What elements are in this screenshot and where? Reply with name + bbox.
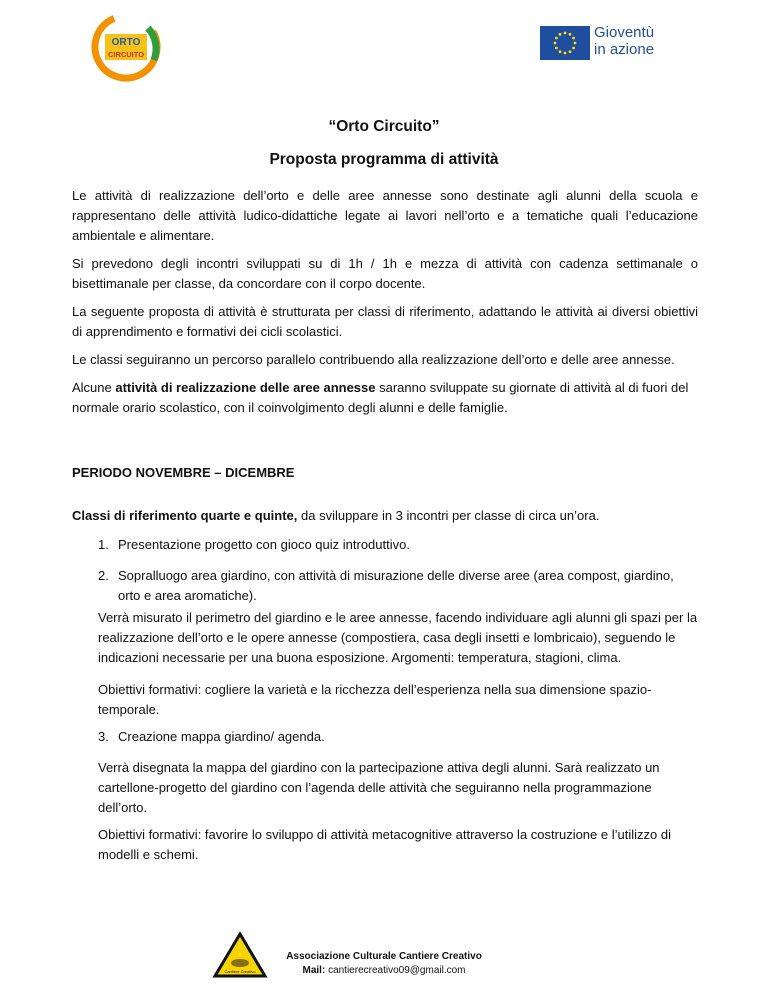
eu-label-line2: in azione — [594, 41, 655, 58]
intro-paragraph-1: Le attività di realizzazione dell’orto e delle aree annesse sono destinate agli alunni della scuola e rappresentano delle attività ludico-didattiche legate ai lavori nell’orto e a tematiche quali l’educazione ambientale e alimentare. — [72, 188, 698, 243]
document-title: “Orto Circuito” — [328, 118, 440, 135]
list-item-text: Creazione mappa giardino/ agenda. — [118, 729, 325, 744]
footer-mail — [250, 964, 518, 978]
intro-paragraph-4: Le classi seguiranno un percorso parallelo contribuendo alla realizzazione dell’orto e delle aree annesse. — [72, 352, 675, 367]
classes-line — [72, 508, 712, 523]
list-item-number: 2. — [98, 568, 109, 583]
list-item-number: 3. — [98, 729, 109, 744]
eu-label-line1: Gioventù — [594, 24, 655, 41]
list-item-text: Presentazione progetto con gioco quiz introduttivo. — [118, 537, 410, 552]
p5-text-before: Alcune — [72, 380, 116, 395]
orto-logo-text-top: ORTO — [111, 37, 141, 48]
list-item — [98, 535, 698, 555]
detail-paragraph-4: Obiettivi formativi: favorire lo sviluppo di attività metacognitive attraverso la costruzione e l’utilizzo di modelli e schemi. — [98, 827, 671, 862]
gioventu-in-azione-logo — [540, 26, 680, 62]
footer-mail-address[interactable]: cantierecreativo09@gmail.com — [328, 965, 466, 976]
list-item-number: 1. — [98, 537, 109, 552]
intro-paragraph-2: Si prevedono degli incontri sviluppati su di 1h / 1h e mezza di attività con cadenza settimanale o bisettimanale per classe, da concordare con il corpo docente. — [72, 256, 698, 291]
footer-organization: Associazione Culturale Cantiere Creativo — [286, 951, 482, 962]
detail-paragraph-1: Verrà misurato il perimetro del giardino e le aree annesse, facendo individuare agli alunni gli spazi per la realizzazione dell’orto e le opere annesse (compostiera, casa degli insetti e lombricaio), seguendo le indicazioni necessarie per una buona esposizione. Argomenti: temperatura, stagioni, clima. — [98, 610, 698, 665]
detail-paragraph-2: Obiettivi formativi: cogliere la varietà e la ricchezza dell’esperienza nella sua dimensione spazio-temporale. — [98, 682, 652, 717]
orto-logo-text-bottom: CIRCUITO — [107, 50, 145, 59]
period-heading: PERIODO NOVEMBRE – DICEMBRE — [72, 465, 295, 480]
intro-paragraph-5 — [72, 378, 698, 418]
intro-paragraph-3: La seguente proposta di attività è strutturata per classi di riferimento, adattando le attività ai diversi obiettivi di apprendimento e formativi dei cicli scolastici. — [72, 304, 698, 339]
list-item — [98, 566, 698, 606]
p5-bold-text: attività di realizzazione delle aree annesse — [115, 380, 376, 395]
list-item-text: Sopralluogo area giardino, con attività di misurazione delle diverse aree (area compost, giardino, orto e area aromatiche). — [118, 568, 674, 603]
list-item — [98, 727, 698, 747]
eu-program-label — [594, 24, 654, 58]
classes-bold: Classi di riferimento quarte e quinte, — [72, 508, 298, 523]
detail-paragraph-3: Verrà disegnata la mappa del giardino con la partecipazione attiva degli alunni. Sarà realizzato un cartellone-progetto del giardino con l’agenda delle attività che seguiranno nella programmazione dell’orto. — [98, 760, 660, 815]
document-subtitle: Proposta programma di attività — [269, 151, 499, 168]
orto-circuito-logo — [90, 12, 162, 82]
eu-flag-icon — [540, 26, 590, 60]
footer-mail-label: Mail: — [302, 965, 326, 976]
footer-logo-text: Cantiere Creativo — [224, 969, 256, 974]
p5-text-after: saranno sviluppate su giornate di attività al di fuori del normale orario scolastico, con il coinvolgimento degli alunni e delle famiglie. — [72, 380, 689, 415]
classes-rest: da sviluppare in 3 incontri per classe di circa un’ora. — [297, 508, 600, 523]
